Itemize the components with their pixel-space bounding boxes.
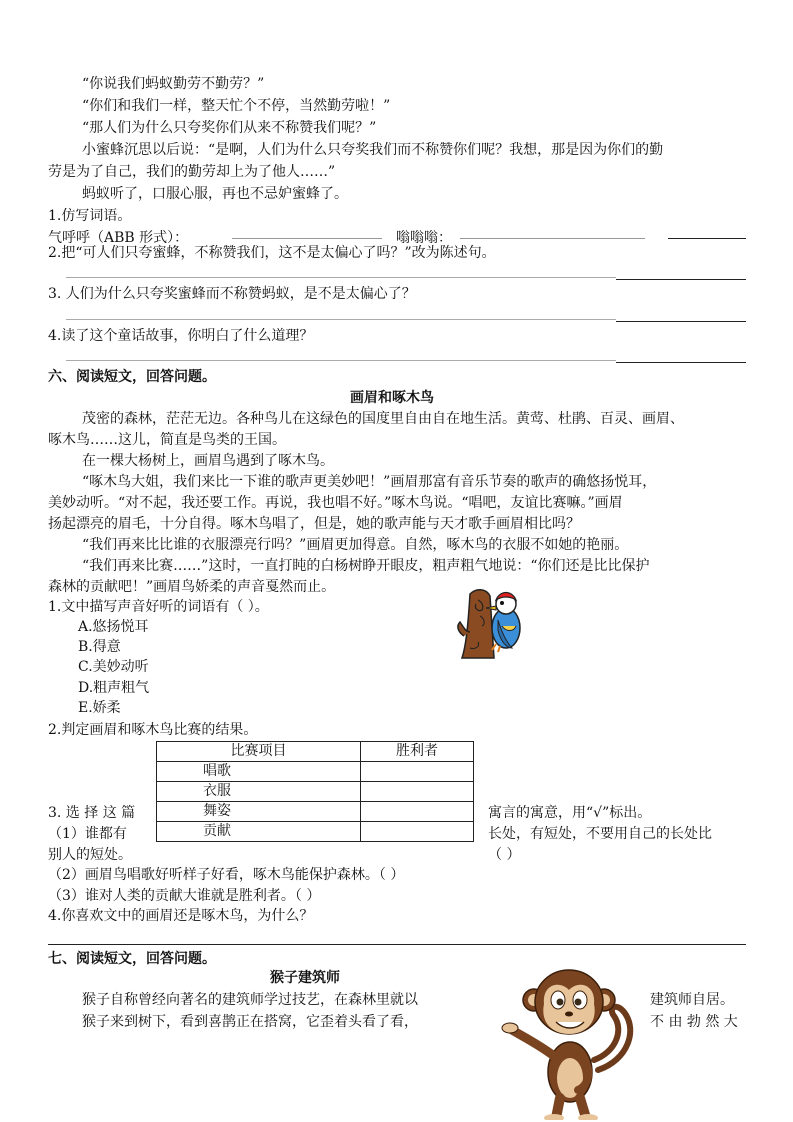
section-6-question-2: 2.判定画眉和啄木鸟比赛的结果。 xyxy=(48,722,258,738)
table-header-winner: 胜利者 xyxy=(361,742,474,762)
section-7-para-2-right: 不 由 勃 然 大 xyxy=(650,1014,738,1030)
question-3-text: 3. 人们为什么只夸奖蜜蜂而不称赞蚂蚁，是不是太偏心了？ xyxy=(48,286,416,302)
table-header-item: 比赛项目 xyxy=(157,742,361,762)
question-1-right-label: 嗡嗡嗡： xyxy=(396,230,452,246)
story-para-4-cont: 劳是为了自己，我们的勤劳却上为了他人……” xyxy=(48,164,336,180)
section-7-title: 猴子建筑师 xyxy=(270,970,340,986)
section-6-para-5-cont: 森林的贡献吧！”画眉鸟娇柔的声音戛然而止。 xyxy=(48,579,336,595)
question-1-left-label: 气呼呼（ABB 形式）： xyxy=(48,230,189,246)
section-7-para-1-left: 猴子自称曾经向著名的建筑师学过技艺，在森林里就以 xyxy=(82,992,418,1008)
monkey-illustration xyxy=(498,960,648,1120)
section-6-para-4: “我们再来比比谁的衣服漂亮行吗？”画眉更加得意。自然，啄木鸟的衣服不如她的艳丽。 xyxy=(82,537,629,553)
question-4-text: 4.读了这个童话故事，你明白了什么道理？ xyxy=(48,328,314,344)
table-cell-answer[interactable] xyxy=(361,822,474,842)
table-row xyxy=(157,782,474,802)
story-para-1: “你说我们蚂蚁勤劳不勤劳？” xyxy=(82,76,265,92)
story-para-4: 小蜜蜂沉思以后说：“是啊，人们为什么只夸奖我们而不称赞你们呢？我想，那是因为你们的勤 xyxy=(82,142,664,158)
option-b[interactable]: B.得意 xyxy=(78,639,121,655)
option-1-cont: 别人的短处。 xyxy=(48,847,132,863)
table-cell-item: 舞姿 xyxy=(157,802,361,822)
section-6-question-3-left: 3. 选 择 这 篇 xyxy=(48,805,136,821)
answer-line[interactable] xyxy=(668,238,746,239)
table-cell-item: 贡献 xyxy=(157,822,361,842)
option-3[interactable]: （3）谁对人类的贡献大谁就是胜利者。（ ） xyxy=(48,888,321,904)
answer-line[interactable] xyxy=(460,238,645,239)
option-1-answer[interactable]: （ ） xyxy=(488,847,521,863)
answer-line[interactable] xyxy=(66,360,616,361)
table-cell-answer[interactable] xyxy=(361,762,474,782)
section-6-para-5: “我们再来比赛……”这时，一直打盹的白杨树睁开眼皮，粗声粗气地说：“你们还是比比保护 xyxy=(82,558,650,574)
section-6-para-3: “啄木鸟大姐，我们来比一下谁的歌声更美妙吧！”画眉那富有音乐节奏的歌声的确悠扬悦耳， xyxy=(82,474,657,490)
answer-line[interactable] xyxy=(616,279,746,280)
table-cell-item: 衣服 xyxy=(157,782,361,802)
answer-line[interactable] xyxy=(232,238,382,239)
question-1-title: 1.仿写词语。 xyxy=(48,208,132,224)
section-6-title: 画眉和啄木鸟 xyxy=(350,390,434,406)
answer-line[interactable] xyxy=(616,362,746,363)
table-row xyxy=(157,742,474,762)
result-table xyxy=(156,741,474,842)
section-7-para-1-right: 建筑师自居。 xyxy=(650,992,734,1008)
option-a[interactable]: A.悠扬悦耳 xyxy=(78,619,149,635)
story-para-2: “你们和我们一样，整天忙个不停，当然勤劳啦！” xyxy=(82,98,391,114)
section-6-question-4: 4.你喜欢文中的画眉还是啄木鸟，为什么？ xyxy=(48,908,314,924)
option-c[interactable]: C.美妙动听 xyxy=(78,659,149,675)
table-row xyxy=(157,802,474,822)
section-6-para-2: 在一棵大杨树上，画眉鸟遇到了啄木鸟。 xyxy=(82,453,334,469)
option-1-left: （1）谁都有 xyxy=(48,826,127,842)
table-row xyxy=(157,762,474,782)
table-cell-answer[interactable] xyxy=(361,802,474,822)
table-cell-item: 唱歌 xyxy=(157,762,361,782)
section-6-para-1: 茂密的森林，茫茫无边。各种鸟儿在这绿色的国度里自由自在地生活。黄莺、杜鹃、百灵、画眉、 xyxy=(82,411,684,427)
table-row xyxy=(157,822,474,842)
option-e[interactable]: E.娇柔 xyxy=(78,700,121,716)
story-para-3: “那人们为什么只夸奖你们从来不称赞我们呢？” xyxy=(82,120,377,136)
answer-line[interactable] xyxy=(616,321,746,322)
section-7-para-2-left: 猴子来到树下，看到喜鹊正在搭窝，它歪着头看了看， xyxy=(82,1014,418,1030)
answer-line[interactable] xyxy=(48,944,746,945)
question-2-text: 2.把“可人们只夸蜜蜂，不称赞我们，这不是太偏心了吗？”改为陈述句。 xyxy=(48,245,496,261)
answer-line[interactable] xyxy=(66,277,616,278)
answer-line[interactable] xyxy=(66,319,616,320)
option-2[interactable]: （2）画眉鸟唱歌好听样子好看，啄木鸟能保护森林。（ ） xyxy=(48,867,405,883)
section-6-para-1-cont: 啄木鸟……这儿，简直是鸟类的王国。 xyxy=(48,432,286,448)
woodpecker-illustration xyxy=(456,586,532,660)
section-6-question-3-right: 寓言的寓意，用“√”标出。 xyxy=(488,805,652,821)
section-6-para-3-cont: 扬起漂亮的眉毛，十分自得。啄木鸟唱了，但是，她的歌声能与天才歌手画眉相比吗？ xyxy=(48,516,580,532)
option-1-right: 长处，有短处，不要用自己的长处比 xyxy=(488,826,712,842)
section-6-heading: 六、阅读短文，回答问题。 xyxy=(48,369,216,385)
table-cell-answer[interactable] xyxy=(361,782,474,802)
option-d[interactable]: D.粗声粗气 xyxy=(78,680,150,696)
story-para-5: 蚂蚁听了，口服心服，再也不忌妒蜜蜂了。 xyxy=(82,186,348,202)
section-6-para-3-cont: 美妙动听。“对不起，我还要工作。再说，我也唱不好。”啄木鸟说。“唱吧，友谊比赛嘛。”画眉 xyxy=(48,495,623,511)
section-6-question-1: 1.文中描写声音好听的词语有（ ）。 xyxy=(48,599,269,615)
section-7-heading: 七、阅读短文，回答问题。 xyxy=(48,951,216,967)
